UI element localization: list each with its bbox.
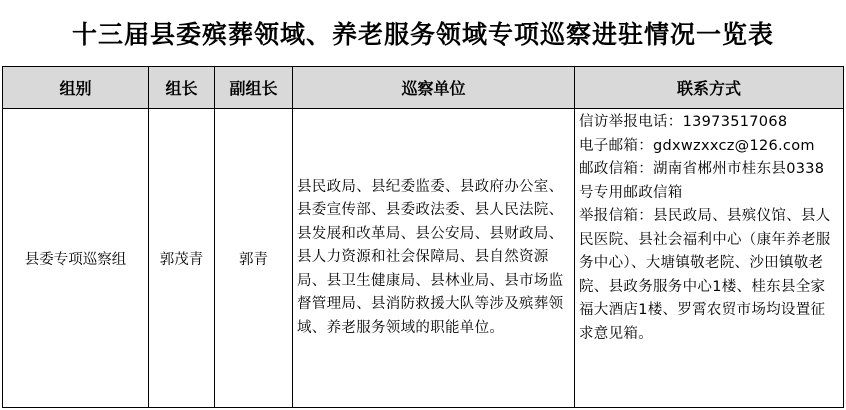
contact-email: 电子邮箱：gdxwzxxcz@126.com [579,137,815,154]
header-leader: 组长 [149,67,215,109]
table-header-row [3,67,844,109]
header-deputy: 副组长 [215,67,293,109]
header-units: 巡察单位 [293,67,575,109]
inspection-table [2,66,844,408]
contact-post: 邮政信箱：湖南省郴州市桂东县0338号专用邮政信箱 [579,161,825,201]
contact-boxes: 举报信箱：县民政局、县殡仪馆、县人民医院、县社会福利中心（康年养老服务中心）、大塘镇敬老院、沙田镇敬老院、县政务服务中心1楼、桂东县全家福大酒店1楼、罗霄农贸市场均设置征求意见箱。 [579,208,831,342]
page-title: 十三届县委殡葬领域、养老服务领域专项巡察进驻情况一览表 [71,20,774,49]
table-row [3,109,844,408]
header-group: 组别 [3,67,149,109]
group-cell: 县委专项巡察组 [3,109,149,408]
contact-cell [575,109,844,408]
deputy-cell: 郭青 [215,109,293,408]
units-cell: 县民政局、县纪委监委、县政府办公室、县委宣传部、县委政法委、县人民法院、县发展和改革局、县公安局、县财政局、县人力资源和社会保障局、县自然资源局、县卫生健康局、县林业局、县市场监督管理局、县消防救援大队等涉及殡葬领域、养老服务领域的职能单位。 [293,109,575,408]
contact-phone: 信访举报电话：13973517068 [579,114,788,130]
header-contact: 联系方式 [575,67,844,109]
leader-cell: 郭茂青 [149,109,215,408]
